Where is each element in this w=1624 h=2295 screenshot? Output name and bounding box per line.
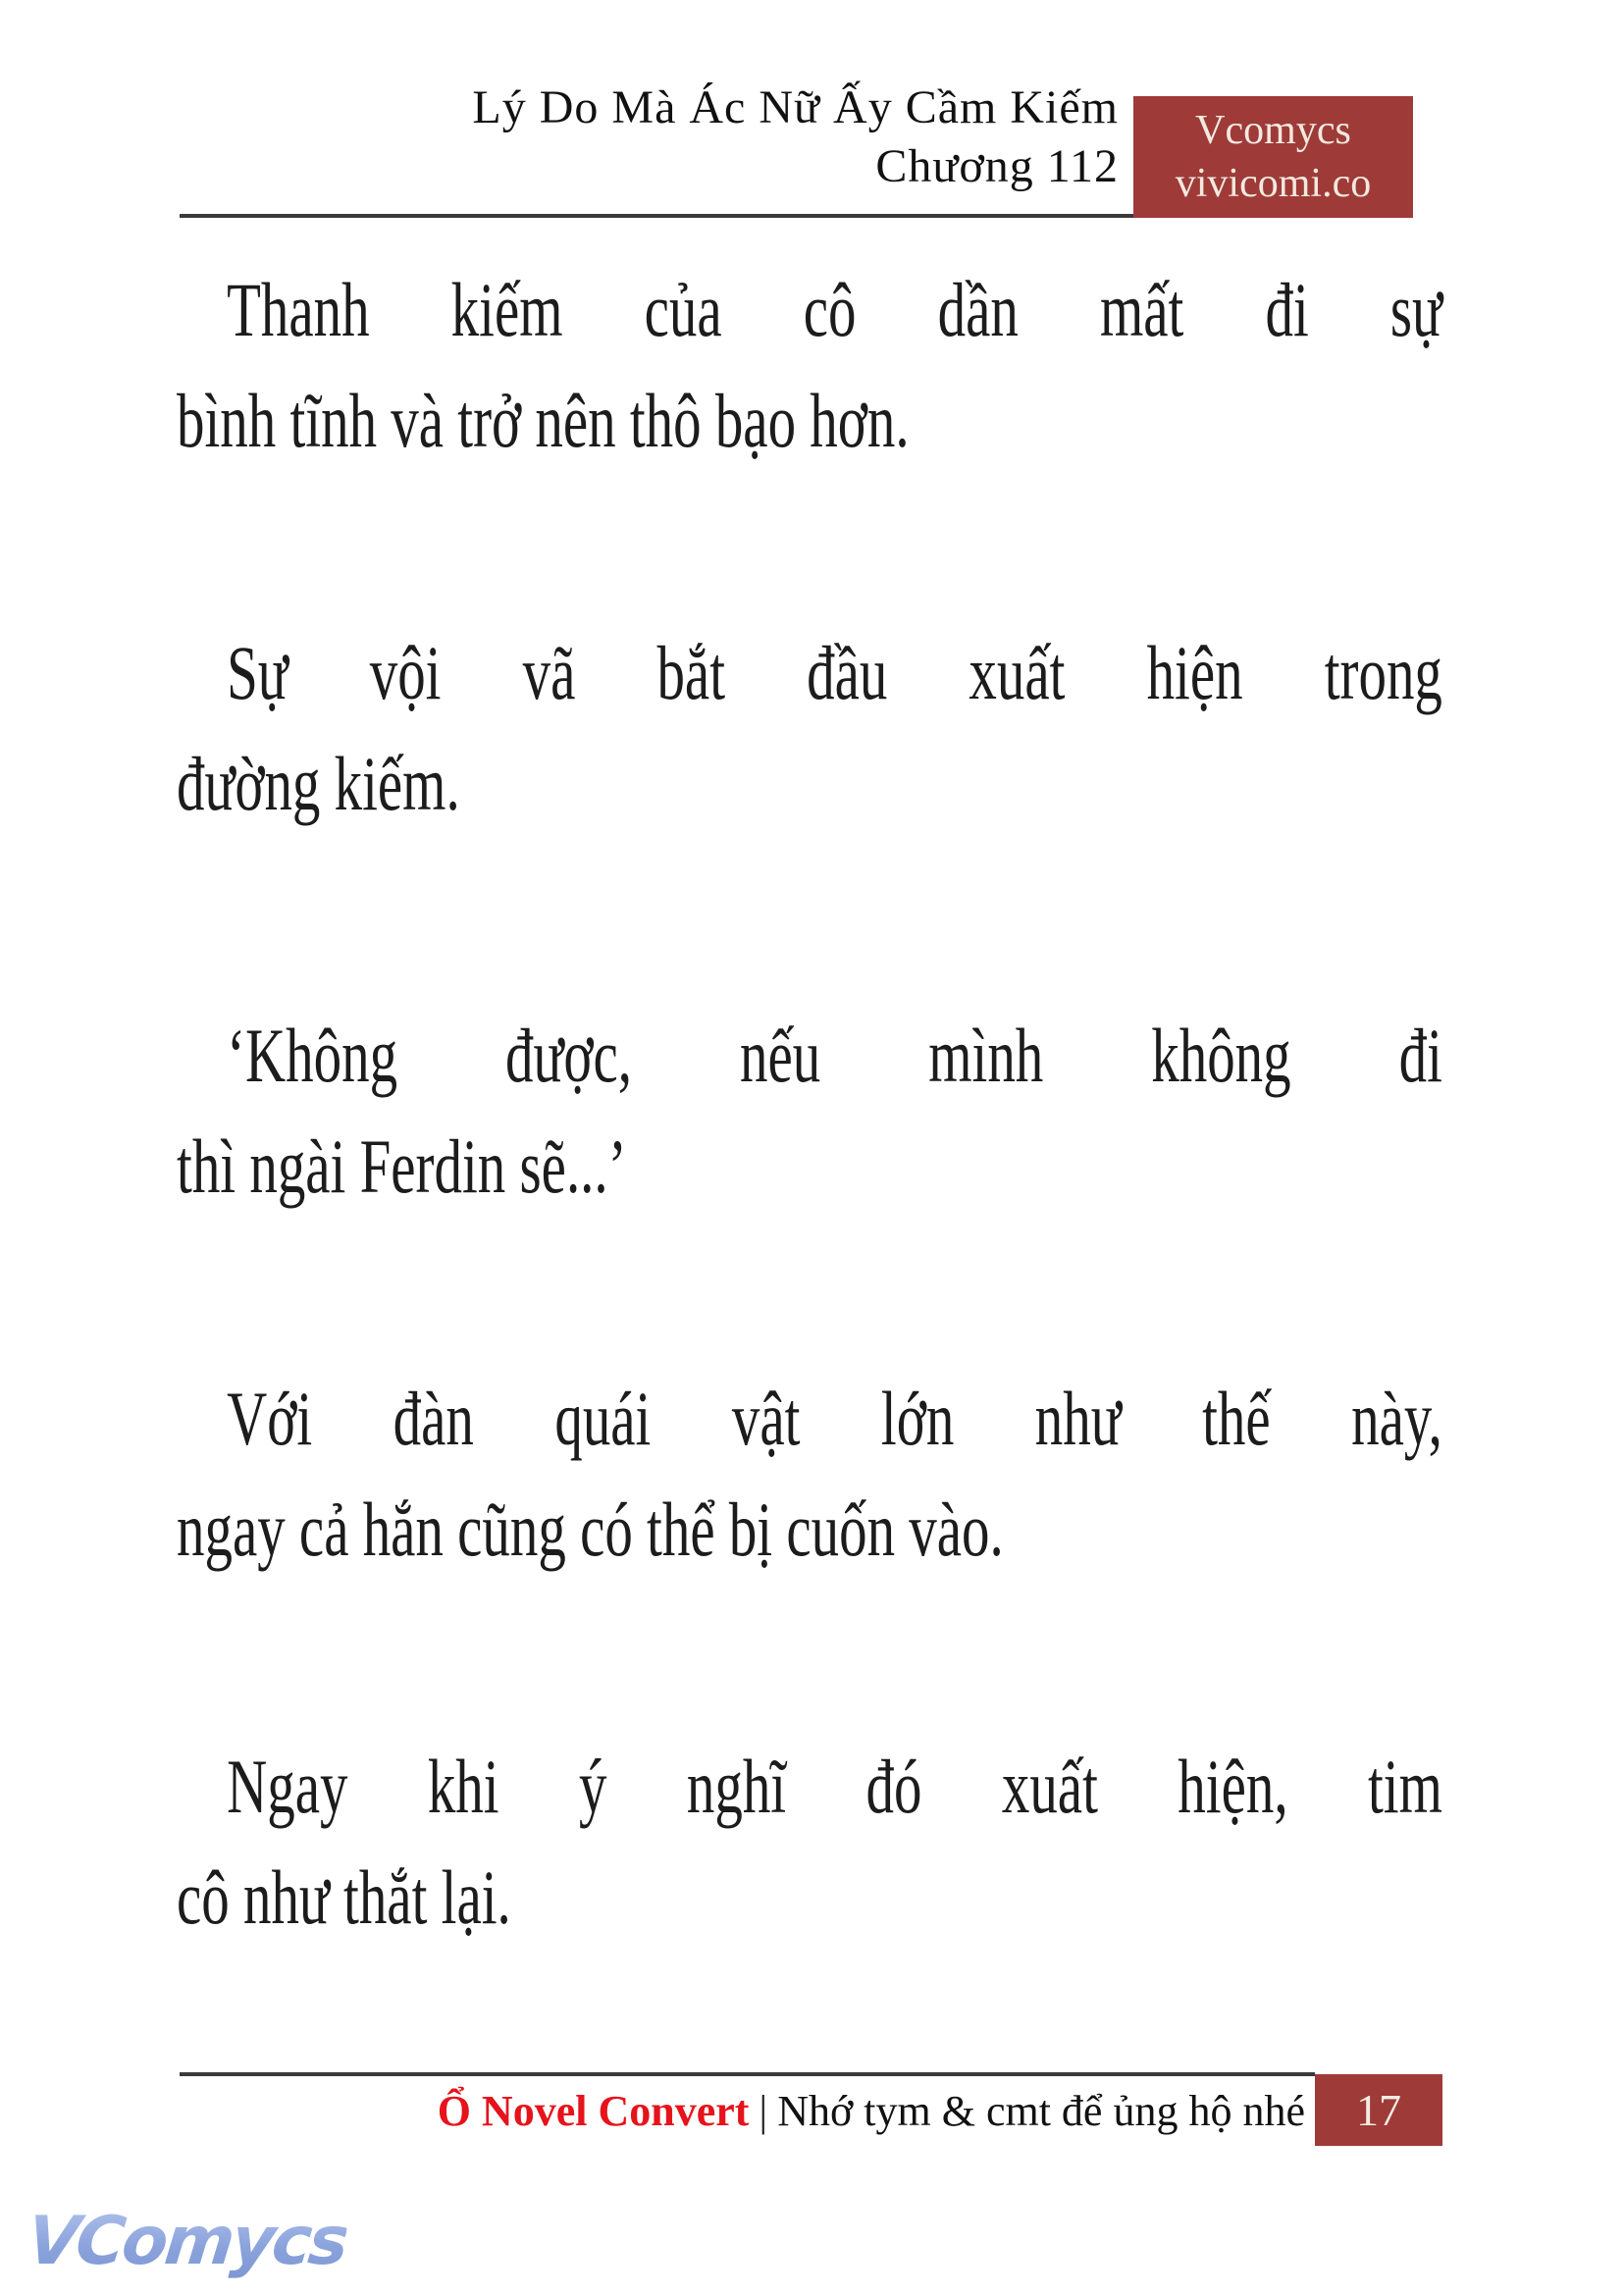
brand-name: Vcomycs [1195,108,1351,153]
paragraph-line: bình tĩnh và trở nên thô bạo hơn. [177,378,910,463]
footer-credit-line [180,2086,1305,2137]
chapter-label: Chương 112 [875,140,1119,192]
paragraph-line: ngay cả hắn cũng có thể bị cuốn vào. [177,1487,1004,1572]
footer-divider [180,2072,1315,2076]
paragraph-line: Với đàn quái vật lớn như thế này, [227,1376,1442,1461]
paragraph-line: Thanh kiếm của cô dần mất đi sự [227,267,1442,352]
footer-message: Nhớ tym & cmt để ủng hộ nhé [777,2087,1305,2135]
paragraph-4 [177,1363,1442,1585]
header-divider [180,214,1133,218]
paragraph-line: Ngay khi ý nghĩ đó xuất hiện, tim [227,1744,1442,1829]
page-number-box [1315,2074,1442,2146]
paragraph-2 [177,617,1442,839]
paragraph-5 [177,1731,1442,1953]
paragraph-line: đường kiếm. [177,741,460,826]
brand-site: vivicomi.co [1175,161,1372,206]
footer-brand: Ổ Novel Convert [437,2087,750,2135]
paragraph-line: Sự vội vã bắt đầu xuất hiện trong [227,630,1442,715]
header-brand-box [1133,96,1413,218]
header-title-block [180,78,1119,196]
watermark-text: VComycs [23,2198,350,2286]
footer-separator: | [759,2087,768,2135]
vcomycs-watermark-logo [23,2198,361,2291]
paragraph-3 [177,1000,1442,1222]
paragraph-line: cô như thắt lại. [177,1854,511,1940]
page-number: 17 [1356,2085,1401,2135]
novel-title: Lý Do Mà Ác Nữ Ấy Cầm Kiếm [472,81,1119,133]
paragraph-line: ‘Không được, nếu mình không đi [227,1013,1442,1098]
paragraph-line: thì ngài Ferdin sẽ...’ [177,1123,627,1209]
paragraph-1 [177,254,1442,476]
